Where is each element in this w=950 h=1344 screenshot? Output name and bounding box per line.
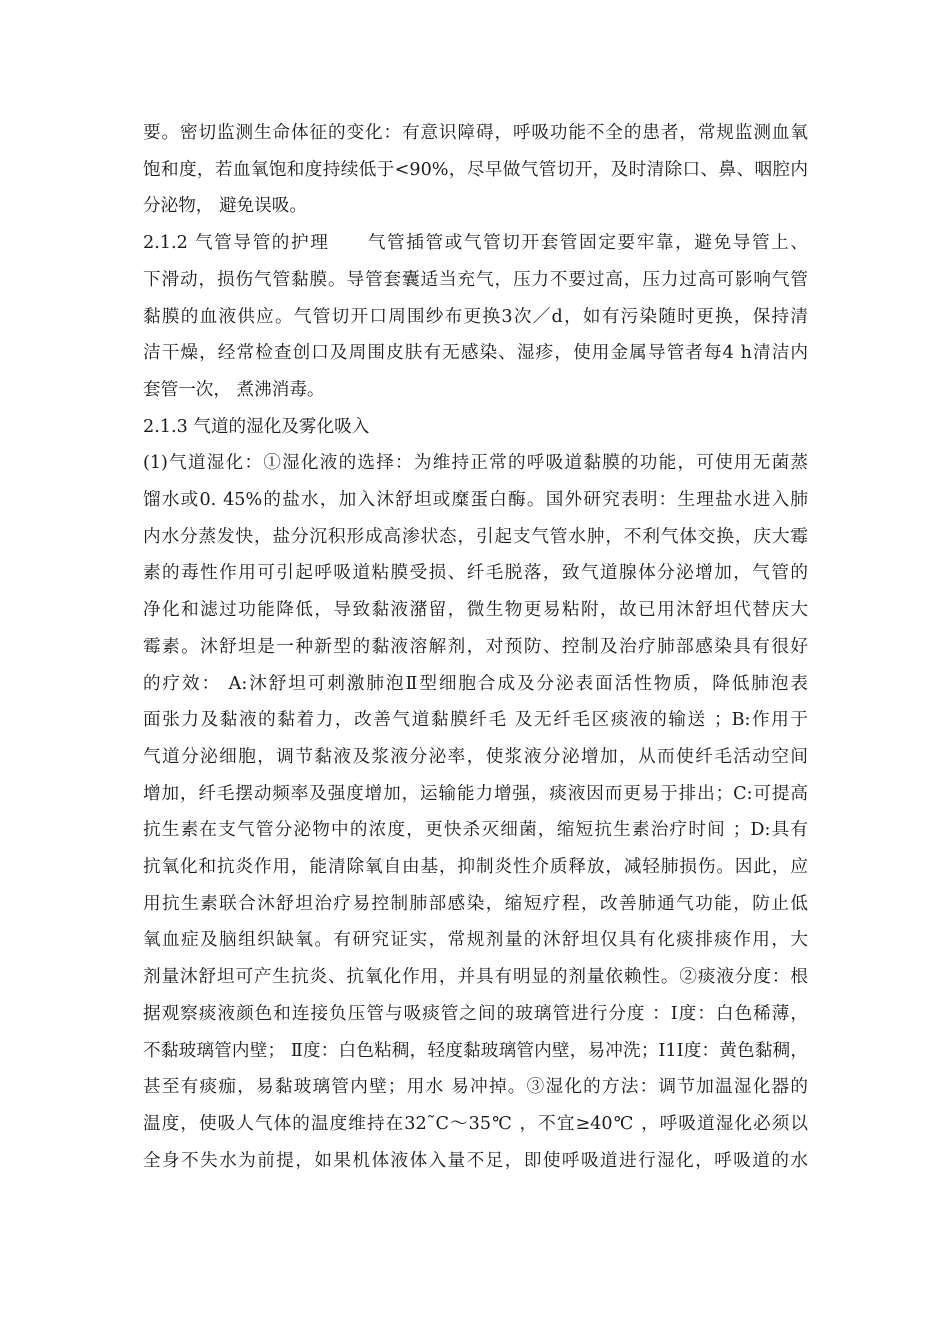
text-line: 洁干燥，经常检查创口及周围皮肤有无感染、湿疹，使用金属导管者每4 h清洁内 xyxy=(143,343,808,364)
text-line: 下滑动，损伤气管黏膜。导管套囊适当充气，压力不要过高，压力过高可影响气管 xyxy=(143,269,808,290)
text-line: 抗氧化和抗炎作用，能清除氧自由基，抑制炎性介质释放，减轻肺损伤。因此，应 xyxy=(143,857,808,878)
text-line: 剂量沐舒坦可产生抗炎、抗氧化作用，并具有明显的剂量依赖性。②痰液分度：根 xyxy=(143,967,808,988)
text-line: 霉素。沐舒坦是一种新型的黏液溶解剂，对预防、控制及治疗肺部感染具有很好 xyxy=(143,636,808,657)
text-line: 分泌物， 避免误吸。 xyxy=(143,196,307,217)
text-line: 氧血症及脑组织缺氧。有研究证实，常规剂量的沐舒坦仅具有化痰排痰作用，大 xyxy=(143,930,808,951)
section-heading-2-1-3: 2.1.3 气道的湿化及雾化吸入 xyxy=(143,416,370,437)
text-line: 面张力及黏液的黏着力，改善气道黏膜纤毛 及无纤毛区痰液的输送 ；B:作用于 xyxy=(143,710,808,731)
section-heading-2-1-2: 2.1.2 气管导管的护理 气管插管或气管切开套管固定要牢靠，避免导管上、 xyxy=(143,233,808,254)
text-line: 饱和度，若血氧饱和度持续低于<90%，尽早做气管切开，及时清除口、鼻、咽腔内 xyxy=(143,159,808,180)
text-line: 馏水或0. 45%的盐水，加入沐舒坦或糜蛋白酶。国外研究表明：生理盐水进入肺 xyxy=(143,490,808,511)
text-line: 净化和滤过功能降低，导致黏液潴留，微生物更易粘附，故已用沐舒坦代替庆大 xyxy=(143,600,808,621)
text-line: 甚至有痰痂，易黏玻璃管内壁；用水 易冲掉。③湿化的方法：调节加温湿化器的 xyxy=(143,1077,808,1098)
text-line: 温度，使吸人气体的温度维持在32˜C～35℃ ，不宜≥40℃ ，呼吸道湿化必须以 xyxy=(143,1113,808,1134)
text-line: 素的毒性作用可引起呼吸道粘膜受损、纤毛脱落，致气道腺体分泌增加，气管的 xyxy=(143,563,808,584)
text-line: 据观察痰液颜色和连接负压管与吸痰管之间的玻璃管进行分度 ：I度：白色稀薄， xyxy=(143,1003,808,1024)
document-body xyxy=(143,115,808,1179)
text-line: 全身不失水为前提，如果机体液体入量不足，即使呼吸道进行湿化，呼吸道的水 xyxy=(143,1150,808,1171)
text-line: 套管一次， 煮沸消毒。 xyxy=(143,379,325,400)
text-line: 要。密切监测生命体征的变化：有意识障碍，呼吸功能不全的患者，常规监测血氧 xyxy=(143,123,808,143)
text-line: 内水分蒸发快，盐分沉积形成高渗状态，引起支气管水肿，不利气体交换，庆大霉 xyxy=(143,526,808,547)
text-line: 不黏玻璃管内壁； Ⅱ度：白色粘稠，轻度黏玻璃管内壁，易冲洗；I1I度：黄色黏稠， xyxy=(143,1040,808,1061)
text-line: (1)气道湿化：①湿化液的选择：为维持正常的呼吸道黏膜的功能，可使用无菌蒸 xyxy=(143,453,808,474)
text-line: 增加，纤毛摆动频率及强度增加，运输能力增强，痰液因而更易于排出；C:可提高 xyxy=(143,783,808,804)
text-line: 的疗效： A:沐舒坦可刺激肺泡Ⅱ型细胞合成及分泌表面活性物质，降低肺泡表 xyxy=(143,673,808,694)
text-line: 用抗生素联合沐舒坦治疗易控制肺部感染，缩短疗程，改善肺通气功能，防止低 xyxy=(143,893,808,914)
text-line: 气道分泌细胞，调节黏液及浆液分泌率，使浆液分泌增加，从而使纤毛活动空间 xyxy=(143,746,808,767)
text-line: 抗生素在支气管分泌物中的浓度，更快杀灭细菌，缩短抗生素治疗时间 ；D:具有 xyxy=(143,820,808,841)
text-line: 黏膜的血液供应。气管切开口周围纱布更换3次／d，如有污染随时更换，保持清 xyxy=(143,306,808,327)
